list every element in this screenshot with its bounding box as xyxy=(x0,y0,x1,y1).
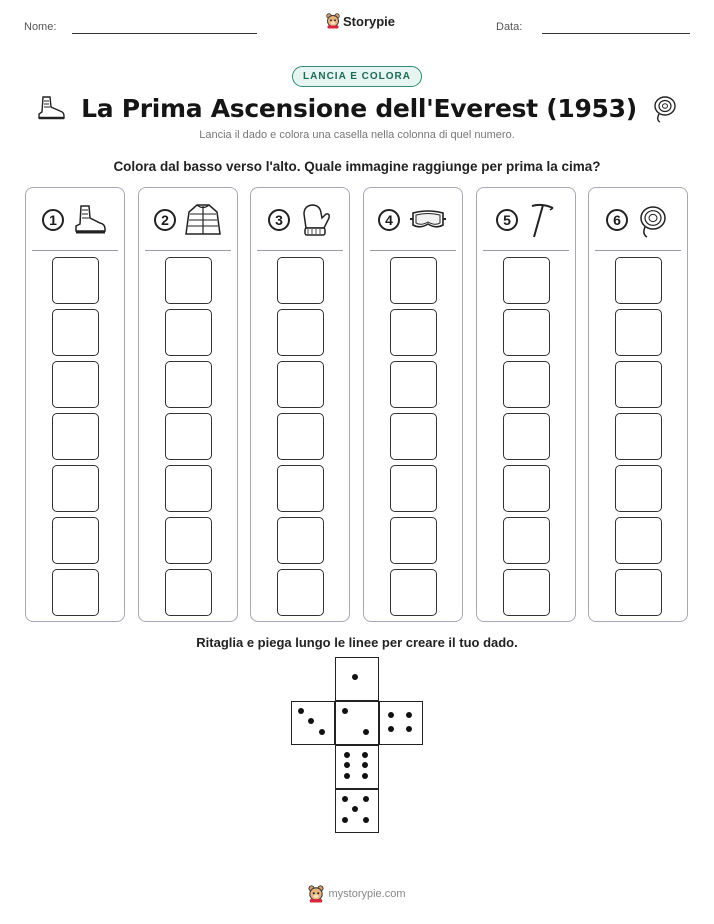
dice-instruction: Ritaglia e piega lungo le linee per creare il tuo dado. xyxy=(196,635,518,650)
color-box[interactable] xyxy=(615,361,662,408)
brand-name: Storypie xyxy=(343,13,396,29)
date-label: Data: xyxy=(496,21,523,33)
color-box[interactable] xyxy=(503,465,550,512)
column-number: 3 xyxy=(268,209,290,231)
rope-icon xyxy=(636,201,670,239)
dice-net xyxy=(290,657,424,835)
rope-icon xyxy=(651,92,679,124)
color-box[interactable] xyxy=(52,309,99,356)
color-box[interactable] xyxy=(165,517,212,564)
column-2 xyxy=(138,187,238,622)
title-row xyxy=(0,90,714,126)
color-box[interactable] xyxy=(503,413,550,460)
column-5 xyxy=(476,187,576,622)
color-box[interactable] xyxy=(615,309,662,356)
jacket-icon xyxy=(184,202,222,238)
color-box[interactable] xyxy=(503,517,550,564)
subtitle: Lancia il dado e colora una casella nella colonna di quel numero. xyxy=(199,129,515,141)
column-number: 1 xyxy=(42,209,64,231)
ice-axe-icon xyxy=(526,201,556,239)
color-box[interactable] xyxy=(277,517,324,564)
footer xyxy=(308,885,405,903)
color-box[interactable] xyxy=(52,361,99,408)
date-line xyxy=(542,33,690,34)
color-box[interactable] xyxy=(277,361,324,408)
color-box[interactable] xyxy=(165,413,212,460)
page-title: La Prima Ascensione dell'Everest (1953) xyxy=(81,93,637,123)
color-box[interactable] xyxy=(52,257,99,304)
activity-badge: LANCIA E COLORA xyxy=(292,66,422,87)
die-face-5 xyxy=(335,789,379,833)
bear-mascot-icon xyxy=(326,13,340,29)
column-number: 5 xyxy=(496,209,518,231)
color-box[interactable] xyxy=(277,257,324,304)
color-box[interactable] xyxy=(615,569,662,616)
color-box[interactable] xyxy=(165,465,212,512)
color-box[interactable] xyxy=(52,569,99,616)
color-box[interactable] xyxy=(390,413,437,460)
column-number: 6 xyxy=(606,209,628,231)
color-box[interactable] xyxy=(52,465,99,512)
color-box[interactable] xyxy=(277,569,324,616)
color-box[interactable] xyxy=(52,517,99,564)
column-number: 2 xyxy=(154,209,176,231)
color-box[interactable] xyxy=(277,309,324,356)
die-face-6 xyxy=(335,745,379,789)
color-box[interactable] xyxy=(503,361,550,408)
color-box[interactable] xyxy=(277,413,324,460)
color-box[interactable] xyxy=(277,465,324,512)
color-box[interactable] xyxy=(503,309,550,356)
color-box[interactable] xyxy=(390,465,437,512)
color-box[interactable] xyxy=(390,309,437,356)
mitten-icon xyxy=(298,202,332,238)
boot-icon xyxy=(35,94,67,122)
brand-logo xyxy=(326,13,395,29)
name-line xyxy=(72,33,257,34)
color-box[interactable] xyxy=(615,465,662,512)
color-box[interactable] xyxy=(503,257,550,304)
color-box[interactable] xyxy=(165,257,212,304)
boot-icon xyxy=(72,203,108,237)
bear-mascot-icon xyxy=(308,885,324,903)
name-label: Nome: xyxy=(24,21,57,33)
color-box[interactable] xyxy=(165,361,212,408)
color-box[interactable] xyxy=(503,569,550,616)
column-number: 4 xyxy=(378,209,400,231)
color-box[interactable] xyxy=(52,413,99,460)
column-1 xyxy=(25,187,125,622)
die-face-4 xyxy=(379,701,423,745)
color-box[interactable] xyxy=(390,361,437,408)
color-box[interactable] xyxy=(390,257,437,304)
color-box[interactable] xyxy=(390,569,437,616)
color-box[interactable] xyxy=(390,517,437,564)
goggles-icon xyxy=(408,205,448,235)
color-box[interactable] xyxy=(165,309,212,356)
die-face-2 xyxy=(335,701,379,745)
die-face-3 xyxy=(291,701,335,745)
die-face-1 xyxy=(335,657,379,701)
color-box[interactable] xyxy=(615,257,662,304)
instruction: Colora dal basso verso l'alto. Quale immagine raggiunge per prima la cima? xyxy=(113,159,601,174)
footer-url: mystorypie.com xyxy=(328,888,406,900)
color-box[interactable] xyxy=(615,413,662,460)
color-box[interactable] xyxy=(165,569,212,616)
color-box[interactable] xyxy=(615,517,662,564)
column-4 xyxy=(363,187,463,622)
column-3 xyxy=(250,187,350,622)
column-6 xyxy=(588,187,688,622)
